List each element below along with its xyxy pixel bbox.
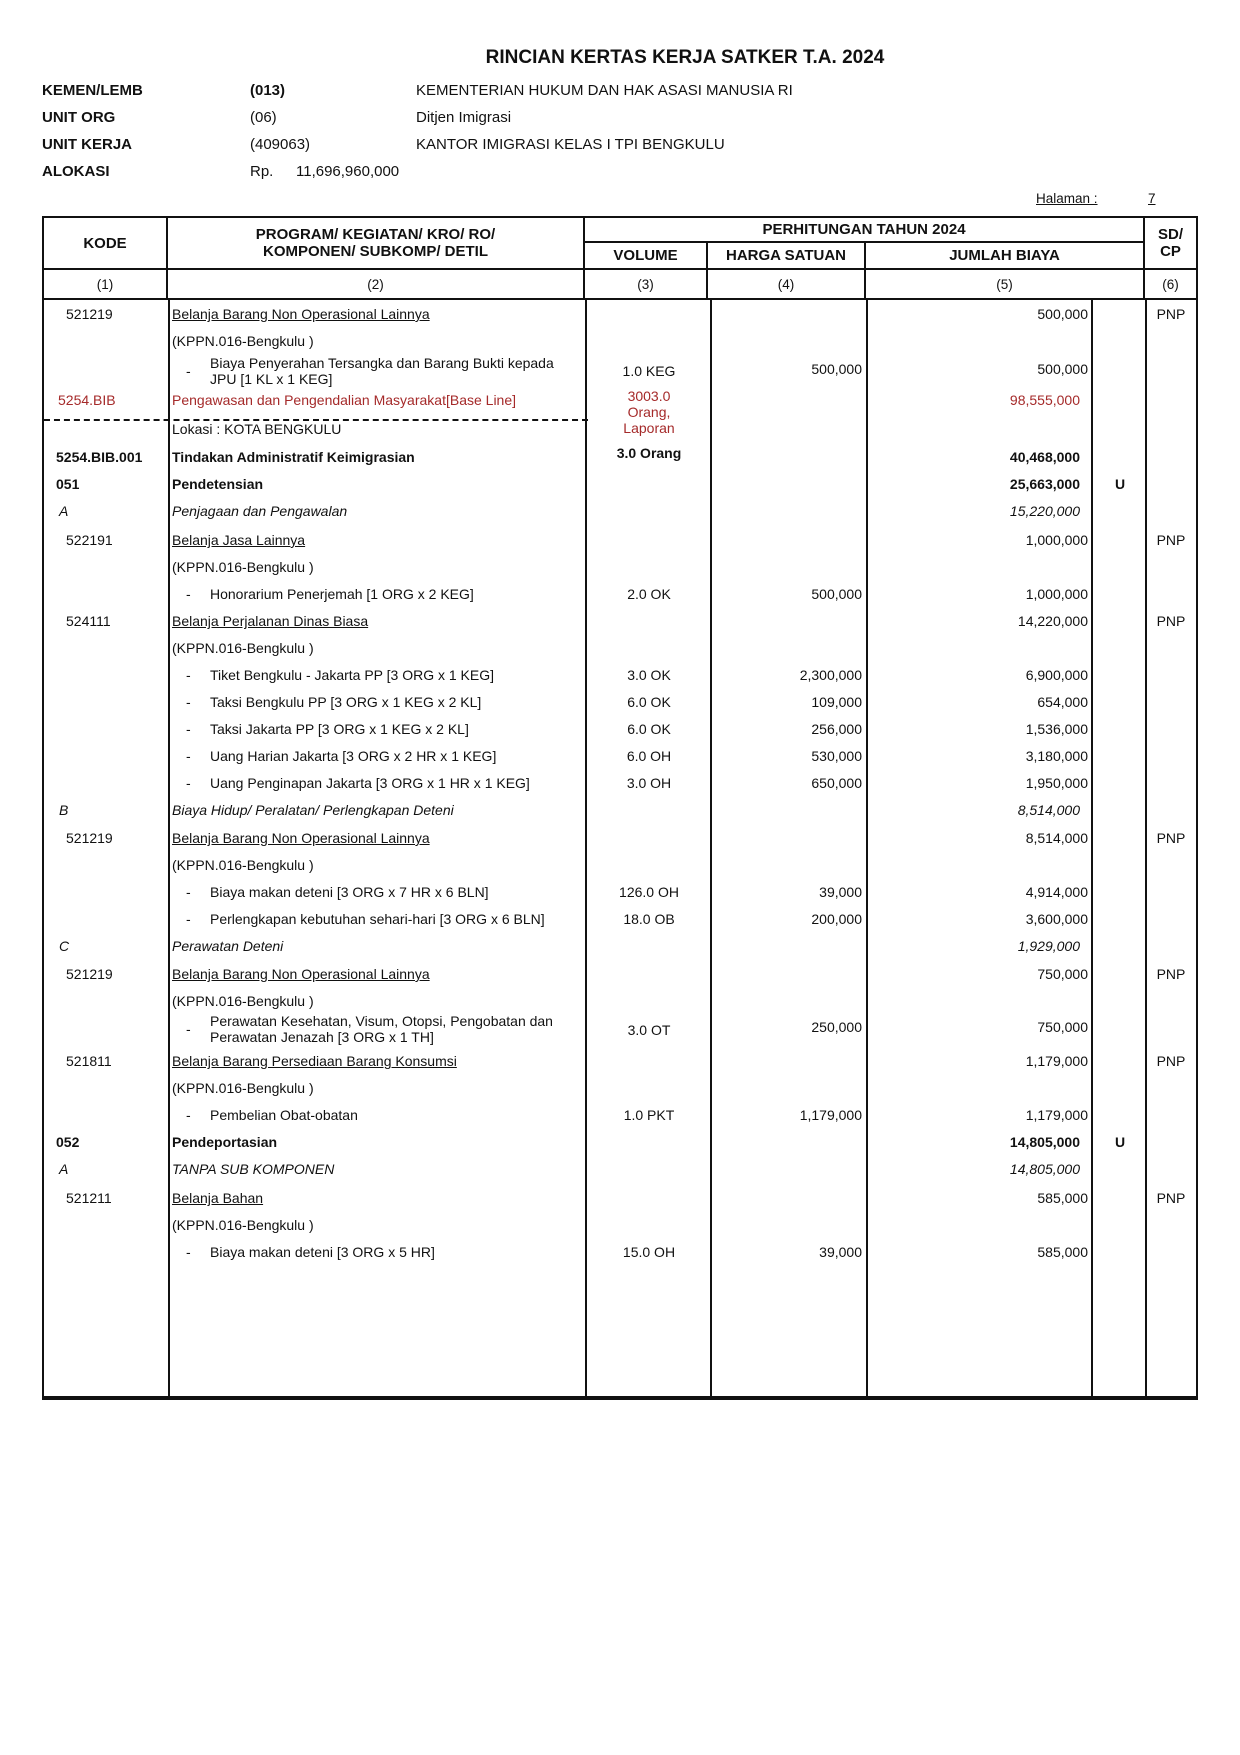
- bullet-dash: -: [186, 775, 191, 791]
- detail-text: Tiket Bengkulu - Jakarta PP [3 ORG x 1 KEG]: [210, 667, 495, 683]
- harga: 650,000: [811, 775, 862, 791]
- kppn: (KPPN.016-Bengkulu ): [172, 1080, 314, 1096]
- bullet-dash: -: [186, 1107, 191, 1123]
- kode: B: [59, 802, 69, 818]
- kppn: (KPPN.016-Bengkulu ): [172, 333, 314, 349]
- jumlah: 1,950,000: [1025, 775, 1088, 791]
- meta-name: KANTOR IMIGRASI KELAS I TPI BENGKULU: [416, 136, 725, 153]
- sd-cp: PNP: [1156, 830, 1186, 846]
- account-name: Belanja Perjalanan Dinas Biasa: [172, 613, 369, 629]
- subkomponen-name: Biaya Hidup/ Peralatan/ Perlengkapan Deteni: [172, 802, 454, 818]
- meta-code: (409063): [250, 136, 311, 153]
- bullet-dash: -: [186, 1244, 191, 1260]
- komponen-name: Pendetensian: [172, 476, 264, 492]
- account-name: Belanja Bahan: [172, 1190, 264, 1206]
- meta-unit-kerja: [42, 136, 725, 158]
- sd-cp: PNP: [1156, 306, 1186, 322]
- volume: 3.0 OT: [627, 1022, 671, 1038]
- jumlah: 3,180,000: [1025, 748, 1088, 764]
- detail-text: Perawatan Kesehatan, Visum, Otopsi, Pengobatan dan Perawatan Jenazah [3 ORG x 1 TH]: [210, 1013, 553, 1045]
- meta-label: UNIT ORG: [42, 109, 116, 126]
- harga: 39,000: [819, 884, 862, 900]
- bullet-dash: -: [186, 721, 191, 737]
- detail-text: Pembelian Obat-obatan: [210, 1107, 358, 1123]
- subkomponen-name: Perawatan Deteni: [172, 938, 284, 954]
- kppn: (KPPN.016-Bengkulu ): [172, 857, 314, 873]
- volume: 18.0 OB: [623, 911, 675, 927]
- jumlah: 1,000,000: [1025, 586, 1088, 602]
- kode: 524111: [66, 613, 111, 629]
- jumlah: 654,000: [1037, 694, 1088, 710]
- komponen-name: Pendeportasian: [172, 1134, 278, 1150]
- kode: 051: [56, 476, 80, 492]
- volume: 3.0 Orang: [616, 445, 682, 461]
- header-harga: HARGA SATUAN: [726, 247, 846, 264]
- subkomponen-name: TANPA SUB KOMPONEN: [172, 1161, 335, 1177]
- sd-cp: PNP: [1156, 532, 1186, 548]
- harga: 39,000: [819, 1244, 862, 1260]
- jumlah: 1,179,000: [1025, 1053, 1088, 1069]
- lokasi: Lokasi : KOTA BENGKULU: [172, 421, 342, 437]
- volume: 126.0 OH: [619, 884, 679, 900]
- jumlah: 585,000: [1037, 1244, 1088, 1260]
- jumlah: 1,000,000: [1025, 532, 1088, 548]
- account-name: Belanja Barang Non Operasional Lainnya: [172, 306, 430, 322]
- jumlah: 1,929,000: [1017, 938, 1080, 954]
- bullet-dash: -: [186, 748, 191, 764]
- column-divider: [710, 298, 712, 1398]
- detail-text: Honorarium Penerjemah [1 ORG x 2 KEG]: [210, 586, 474, 602]
- meta-name: Ditjen Imigrasi: [416, 109, 512, 126]
- volume: 1.0 KEG: [622, 363, 676, 379]
- jumlah: 750,000: [1037, 966, 1088, 982]
- bullet-dash: -: [186, 363, 191, 379]
- sd-cp: PNP: [1156, 1190, 1186, 1206]
- detail-item: [186, 667, 596, 683]
- meta-label: KEMEN/LEMB: [42, 82, 143, 99]
- kode: 5254.BIB: [58, 392, 116, 408]
- flag: U: [1114, 1134, 1126, 1150]
- detail-item: [186, 775, 596, 791]
- kode: 522191: [66, 532, 113, 548]
- jumlah: 14,805,000: [1009, 1134, 1080, 1150]
- account-name: Belanja Barang Persediaan Barang Konsumsi: [172, 1053, 457, 1069]
- kode: 521811: [66, 1053, 112, 1069]
- jumlah: 15,220,000: [1009, 503, 1080, 519]
- detail-item: [186, 721, 596, 737]
- meta-code: (06): [250, 109, 277, 126]
- sd-cp: PNP: [1156, 966, 1186, 982]
- col-number: (2): [367, 276, 384, 292]
- detail-text: Taksi Jakarta PP [3 ORG x 1 KEG x 2 KL]: [210, 721, 469, 737]
- page-label: Halaman :: [1036, 191, 1098, 206]
- harga: 109,000: [811, 694, 862, 710]
- sd-cp: PNP: [1156, 1053, 1186, 1069]
- table-bottom-border: [42, 1396, 1198, 1400]
- meta-label: ALOKASI: [42, 163, 110, 180]
- kode: 521211: [66, 1190, 112, 1206]
- jumlah: 750,000: [1037, 1019, 1088, 1035]
- jumlah: 500,000: [1037, 361, 1088, 377]
- kode: A: [59, 503, 69, 519]
- header-sdcp: SD/ CP: [1157, 226, 1183, 260]
- col-number: (5): [996, 276, 1013, 292]
- harga: 2,300,000: [799, 667, 862, 683]
- header-jumlah: JUMLAH BIAYA: [949, 247, 1060, 264]
- harga: 200,000: [811, 911, 862, 927]
- col-number: (1): [96, 276, 114, 292]
- detail-item: [186, 911, 596, 927]
- bullet-dash: -: [186, 1021, 191, 1037]
- jumlah: 98,555,000: [1009, 392, 1080, 408]
- harga: 530,000: [811, 748, 862, 764]
- jumlah: 8,514,000: [1017, 802, 1080, 818]
- detail-text: Perlengkapan kebutuhan sehari-hari [3 ORG x 6 BLN]: [210, 911, 545, 927]
- jumlah: 40,468,000: [1009, 449, 1080, 465]
- volume: 15.0 OH: [622, 1244, 676, 1260]
- bullet-dash: -: [186, 667, 191, 683]
- volume: 2.0 OK: [627, 586, 671, 602]
- kode: 5254.BIB.001: [56, 449, 143, 465]
- detail-item: [186, 748, 596, 764]
- header-kode: KODE: [83, 234, 127, 252]
- column-divider: [866, 298, 868, 1398]
- col-number: (3): [637, 276, 654, 292]
- kode: 521219: [66, 306, 113, 322]
- jumlah: 4,914,000: [1025, 884, 1088, 900]
- col-number: (6): [1162, 276, 1179, 292]
- ro-name: Tindakan Administratif Keimigrasian: [172, 449, 415, 465]
- detail-item: [186, 884, 596, 900]
- detail-item: [186, 586, 596, 602]
- jumlah: 8,514,000: [1025, 830, 1088, 846]
- jumlah: 6,900,000: [1025, 667, 1088, 683]
- jumlah: 1,536,000: [1025, 721, 1088, 737]
- volume: 6.0 OK: [627, 694, 671, 710]
- jumlah: 14,220,000: [1017, 613, 1088, 629]
- bullet-dash: -: [186, 586, 191, 602]
- jumlah: 25,663,000: [1009, 476, 1080, 492]
- report-title: RINCIAN KERTAS KERJA SATKER T.A. 2024: [485, 47, 885, 68]
- meta-name: KEMENTERIAN HUKUM DAN HAK ASASI MANUSIA RI: [416, 82, 793, 99]
- kode: 052: [56, 1134, 80, 1150]
- harga: 256,000: [811, 721, 862, 737]
- detail-item: [186, 355, 596, 387]
- subkomponen-name: Penjagaan dan Pengawalan: [172, 503, 348, 519]
- kode: A: [59, 1161, 69, 1177]
- jumlah: 1,179,000: [1025, 1107, 1088, 1123]
- kode: C: [59, 938, 70, 954]
- volume: 1.0 PKT: [623, 1107, 675, 1123]
- kppn: (KPPN.016-Bengkulu ): [172, 640, 314, 656]
- header-program: PROGRAM/ KEGIATAN/ KRO/ RO/ KOMPONEN/ SUBKOMP/ DETIL: [255, 226, 496, 260]
- harga: 500,000: [811, 361, 862, 377]
- volume: 6.0 OK: [627, 721, 671, 737]
- meta-kemen: [42, 82, 793, 104]
- jumlah: 14,805,000: [1009, 1161, 1080, 1177]
- meta-code: (013): [250, 82, 286, 99]
- flag: U: [1114, 476, 1126, 492]
- detail-text: Biaya makan deteni [3 ORG x 5 HR]: [210, 1244, 435, 1260]
- account-name: Belanja Barang Non Operasional Lainnya: [172, 966, 430, 982]
- page-number: 7: [1148, 191, 1156, 206]
- header-volume: VOLUME: [613, 247, 678, 264]
- harga: 250,000: [811, 1019, 862, 1035]
- column-divider: [1091, 298, 1093, 1398]
- detail-item: [186, 1013, 596, 1045]
- volume: 3003.0 Orang, Laporan: [623, 388, 675, 436]
- harga: 500,000: [811, 586, 862, 602]
- account-name: Belanja Barang Non Operasional Lainnya: [172, 830, 430, 846]
- kode: 521219: [66, 966, 113, 982]
- bullet-dash: -: [186, 884, 191, 900]
- jumlah: 500,000: [1037, 306, 1088, 322]
- meta-unit-org: [42, 109, 511, 131]
- volume: 6.0 OH: [626, 748, 672, 764]
- detail-text: Taksi Bengkulu PP [3 ORG x 1 KEG x 2 KL]: [210, 694, 482, 710]
- kppn: (KPPN.016-Bengkulu ): [172, 993, 314, 1009]
- detail-item: [186, 1244, 596, 1260]
- col-number: (4): [777, 276, 795, 292]
- jumlah: 585,000: [1037, 1190, 1088, 1206]
- jumlah: 3,600,000: [1025, 911, 1088, 927]
- detail-item: [186, 1107, 596, 1123]
- detail-text: Biaya Penyerahan Tersangka dan Barang Bukti kepada JPU [1 KL x 1 KEG]: [210, 355, 554, 387]
- currency-prefix: Rp.: [250, 163, 274, 180]
- meta-label: UNIT KERJA: [42, 136, 133, 153]
- meta-alokasi: [42, 163, 399, 185]
- detail-text: Uang Harian Jakarta [3 ORG x 2 HR x 1 KEG]: [210, 748, 497, 764]
- bullet-dash: -: [186, 911, 191, 927]
- detail-text: Uang Penginapan Jakarta [3 ORG x 1 HR x 1 KEG]: [210, 775, 530, 791]
- detail-text: Biaya makan deteni [3 ORG x 7 HR x 6 BLN]: [210, 884, 489, 900]
- bullet-dash: -: [186, 694, 191, 710]
- sd-cp: PNP: [1156, 613, 1186, 629]
- alokasi-value: 11,696,960,000: [296, 163, 400, 180]
- kppn: (KPPN.016-Bengkulu ): [172, 1217, 314, 1233]
- kode: 521219: [66, 830, 113, 846]
- detail-item: [186, 694, 596, 710]
- kppn: (KPPN.016-Bengkulu ): [172, 559, 314, 575]
- harga: 1,179,000: [799, 1107, 862, 1123]
- account-name: Belanja Jasa Lainnya: [172, 532, 306, 548]
- volume: 3.0 OH: [626, 775, 672, 791]
- column-divider: [1145, 298, 1147, 1398]
- output-name: Pengawasan dan Pengendalian Masyarakat[Base Line]: [172, 392, 517, 408]
- volume: 3.0 OK: [627, 667, 671, 683]
- column-divider: [585, 298, 587, 1398]
- header-perhitungan: PERHITUNGAN TAHUN 2024: [762, 221, 966, 238]
